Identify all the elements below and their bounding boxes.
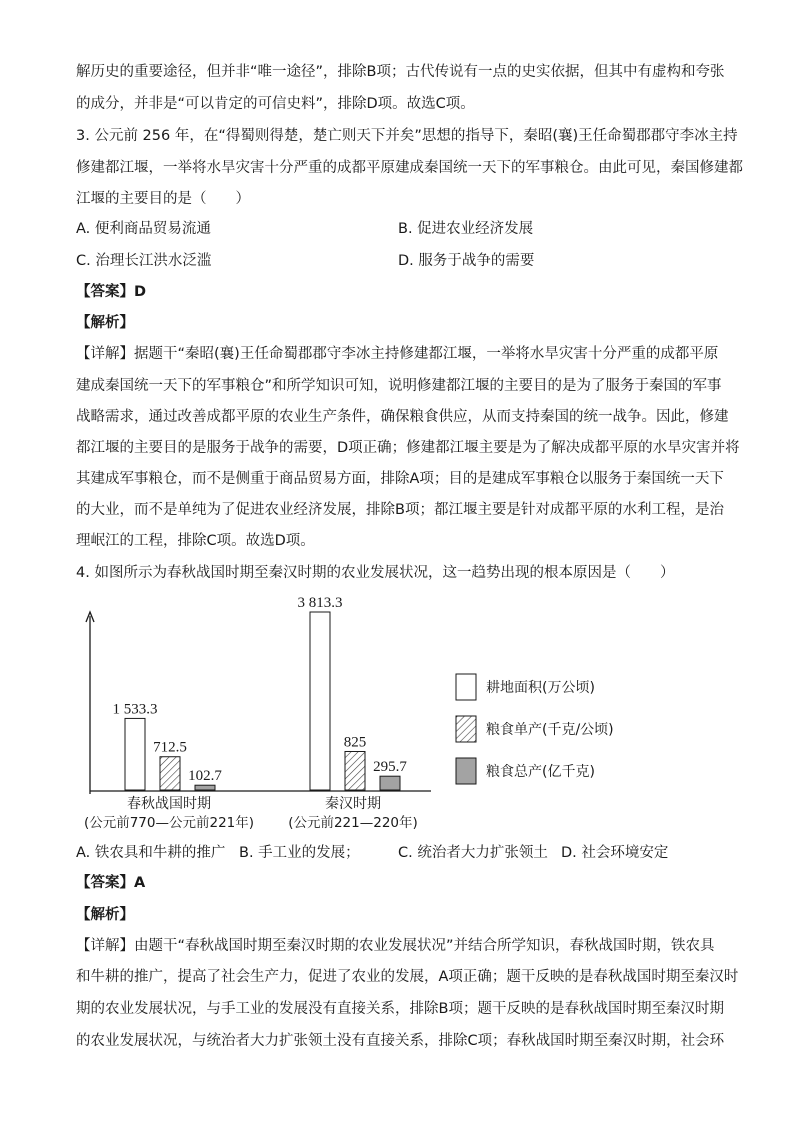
q3-detail-line: 的大业，而不是单纯为了促进农业经济发展，排除B项；都江堰主要是针对成都平原的水利工程，是治 — [76, 502, 724, 518]
q3-option-a: A. 便利商品贸易流通 — [76, 221, 211, 237]
agriculture-bar-chart — [76, 588, 656, 836]
q4-option-d: D. 社会环境安定 — [561, 845, 669, 861]
bar — [195, 785, 215, 790]
q3-detail-line: 战略需求，通过改善成都平原的农业生产条件，确保粮食供应，从而支持秦国的统一战争。因此，修建 — [76, 409, 729, 425]
legend-swatch — [456, 716, 476, 742]
data-label: 825 — [343, 734, 367, 751]
data-label: 1 533.3 — [112, 701, 158, 718]
y-axis — [86, 612, 94, 794]
q4-detail-line: 【详解】由题干“春秋战国时期至秦汉时期的农业发展状况”并结合所学知识，春秋战国时期，铁农具 — [76, 938, 715, 954]
data-label: 712.5 — [153, 739, 187, 756]
bar — [380, 776, 400, 790]
data-label: 295.7 — [373, 759, 407, 776]
legend-label: 粮食总产(亿千克) — [486, 764, 595, 780]
question-3-stem: 修建都江堰，一举将水旱灾害十分严重的成都平原建成秦国统一天下的军事粮仓。由此可见，秦国修建都 — [76, 160, 743, 176]
q3-analysis-title: 【解析】 — [76, 315, 134, 331]
q4-answer: 【答案】A — [76, 875, 146, 891]
text-line: 的成分，并非是“可以肯定的可信史料”，排除D项。故选C项。 — [76, 96, 475, 112]
q4-detail-line: 和牛耕的推广，提高了社会生产力，促进了农业的发展，A项正确；题干反映的是春秋战国时期至秦汉时 — [76, 969, 739, 985]
q4-analysis-title: 【解析】 — [76, 907, 134, 923]
q3-option-d: D. 服务于战争的需要 — [398, 253, 535, 269]
category-period-label: (公元前770—公元前221年) — [83, 815, 255, 831]
bar — [125, 718, 145, 790]
legend-swatch — [456, 758, 476, 784]
bar — [345, 751, 365, 790]
q3-detail-line: 都江堰的主要目的是服务于战争的需要，D项正确；修建都江堰主要是为了解决成都平原的水旱灾害并将 — [76, 440, 740, 456]
data-label: 3 813.3 — [297, 595, 343, 611]
legend-label: 粮食单产(千克/公顷) — [486, 722, 614, 738]
q3-detail-line: 其建成军事粮仓，而不是侧重于商品贸易方面，排除A项；目的是建成军事粮仓以服务于秦国统一天下 — [76, 471, 724, 487]
q4-detail-line: 的农业发展状况，与统治者大力扩张领土没有直接关系，排除C项；春秋战国时期至秦汉时期，社会环 — [76, 1033, 725, 1049]
legend-label: 耕地面积(万公顷) — [486, 680, 595, 696]
category-label: 春秋战国时期 — [127, 796, 211, 812]
category-label: 秦汉时期 — [325, 796, 381, 812]
question-3-stem: 江堰的主要目的是（ ） — [76, 191, 250, 207]
q3-detail-line: 【详解】据题干“秦昭(襄)王任命蜀郡郡守李冰主持修建都江堰，一举将水旱灾害十分严重的成都平原 — [76, 346, 719, 362]
question-4-stem: 4. 如图所示为春秋战国时期至秦汉时期的农业发展状况，这一趋势出现的根本原因是（ ） — [76, 565, 675, 581]
bar — [160, 757, 180, 790]
q4-option-a: A. 铁农具和牛耕的推广 — [76, 845, 226, 861]
q3-detail-line: 建成秦国统一天下的军事粮仓”和所学知识可知，说明修建都江堰的主要目的是为了服务于秦国的军事 — [76, 378, 722, 394]
q4-option-b: B. 手工业的发展； — [239, 845, 360, 861]
question-3-stem: 3. 公元前 256 年，在“得蜀则得楚，楚亡则天下并矣”思想的指导下，秦昭(襄)王任命蜀郡郡守李冰主持 — [76, 128, 738, 144]
q3-detail-line: 理岷江的工程，排除C项。故选D项。 — [76, 533, 315, 549]
q3-option-b: B. 促进农业经济发展 — [398, 221, 534, 237]
bar — [310, 612, 330, 790]
q4-option-c: C. 统治者大力扩张领土 — [398, 845, 548, 861]
q3-answer: 【答案】D — [76, 284, 147, 300]
q4-detail-line: 期的农业发展状况，与手工业的发展没有直接关系，排除B项；题干反映的是春秋战国时期至秦汉时期 — [76, 1001, 724, 1017]
text-line: 解历史的重要途径，但并非“唯一途径”，排除B项；古代传说有一点的史实依据，但其中有虚构和夸张 — [76, 64, 725, 80]
legend-swatch — [456, 674, 476, 700]
category-period-label: (公元前221—220年) — [288, 815, 418, 831]
q3-option-c: C. 治理长江洪水泛滥 — [76, 253, 212, 269]
data-label: 102.7 — [188, 768, 222, 785]
